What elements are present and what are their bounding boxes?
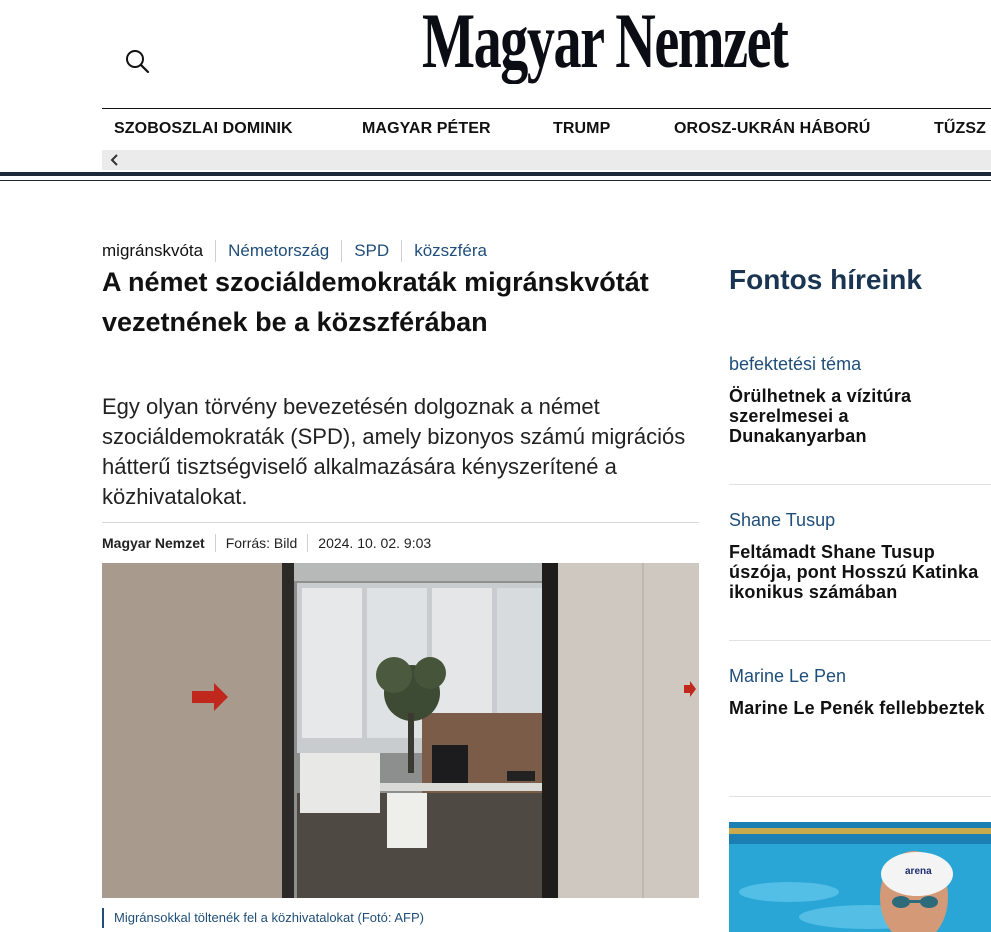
nav-item-magyar-peter[interactable]: MAGYAR PÉTER	[362, 120, 491, 137]
search-button[interactable]	[123, 47, 153, 77]
nav-item-szoboszlai[interactable]: SZOBOSZLAI DOMINIK	[114, 120, 293, 137]
header-rule	[0, 172, 991, 176]
nav-item-trump[interactable]: TRUMP	[553, 120, 611, 137]
tag-nemetorszag[interactable]: Németország	[215, 240, 341, 262]
topic-nav	[102, 110, 991, 150]
article-meta	[102, 534, 441, 552]
sidebar-item-label[interactable]: Shane Tusup	[729, 510, 836, 530]
nav-scrollbar[interactable]	[102, 150, 991, 170]
sidebar-item-label[interactable]: Marine Le Pen	[729, 666, 847, 686]
search-icon	[123, 47, 153, 77]
nav-item-orosz-ukran[interactable]: OROSZ-UKRÁN HÁBORÚ	[674, 120, 871, 137]
nav-item-tuzszunet[interactable]: TŰZSZ	[934, 120, 987, 137]
meta-divider	[102, 522, 699, 523]
tag-kozszfera[interactable]: közszféra	[401, 240, 499, 262]
nav-divider	[102, 108, 991, 109]
office-photo	[102, 563, 699, 898]
tag-spd[interactable]: SPD	[341, 240, 401, 262]
chevron-left-icon[interactable]	[106, 151, 122, 169]
sidebar-news-item[interactable]	[729, 508, 991, 602]
sidebar-divider	[729, 796, 991, 797]
swimmer-photo	[729, 822, 991, 932]
article-author[interactable]: Magyar Nemzet	[102, 535, 205, 551]
sidebar-title: Fontos híreink	[729, 264, 922, 295]
sidebar-divider	[729, 640, 991, 641]
tag-migranskvota[interactable]: migránskvóta	[102, 241, 204, 260]
sidebar-swimmer-image[interactable]	[729, 822, 991, 932]
sidebar-item-label[interactable]: befektetési téma	[729, 354, 862, 374]
article-title: A német szociáldemokraták migránskvótát vezetnének be a közszférában	[102, 267, 649, 337]
sidebar-divider	[729, 484, 991, 485]
swimmer-cap-text: arena	[905, 866, 932, 877]
article-date: 2024. 10. 02. 9:03	[307, 534, 441, 552]
sidebar-item-headline[interactable]: Marine Le Penék fellebbeztek	[729, 698, 985, 718]
sidebar-news-item[interactable]	[729, 664, 991, 718]
site-logo[interactable]: Magyar Nemzet	[422, 0, 788, 84]
article-source: Forrás: Bild	[215, 534, 308, 552]
sidebar-news-item[interactable]	[729, 352, 991, 446]
article-lead: Egy olyan törvény bevezetésén dolgoznak a német szociáldemokraták (SPD), amely bizonyos számú migrációs hátterű tisztségviselő alkalmazására kényszerítené a közhivatalokat.	[102, 394, 686, 509]
sidebar-item-headline[interactable]: Feltámadt Shane Tusup úszója, pont Hosszú Katinka ikonikus számában	[729, 542, 979, 602]
article-tags	[102, 240, 499, 262]
sidebar-item-headline[interactable]: Örülhetnek a vízitúra szerelmesei a Dunakanyarban	[729, 386, 912, 446]
article-photo[interactable]	[102, 563, 699, 898]
header-rule-thin	[0, 180, 991, 181]
photo-caption: Migránsokkal töltenék fel a közhivatalokat (Fotó: AFP)	[102, 908, 424, 928]
